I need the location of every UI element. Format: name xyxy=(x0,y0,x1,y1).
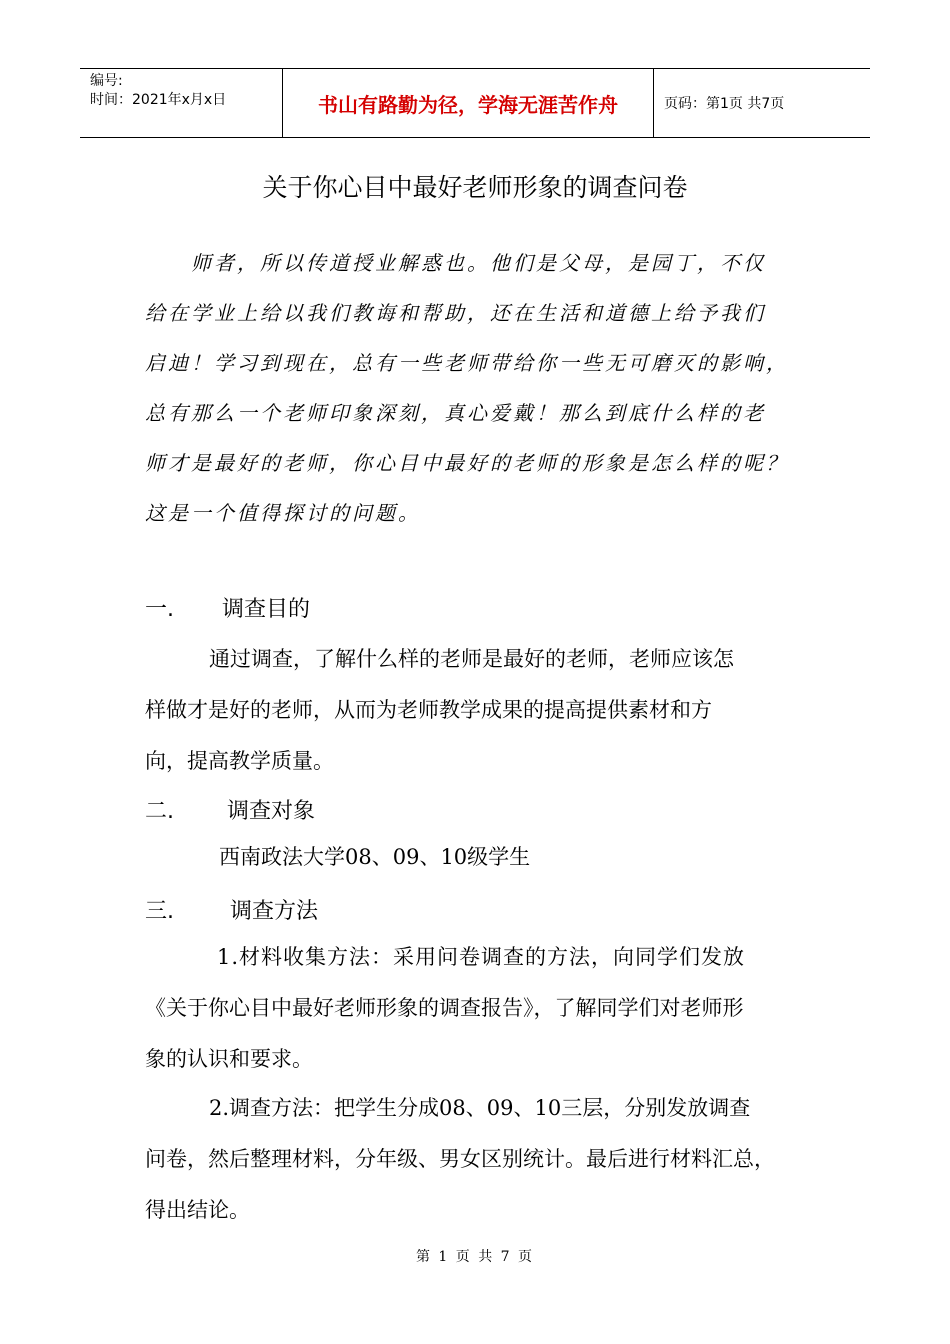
number-label: 编号: xyxy=(90,73,123,89)
section-number: 二. xyxy=(145,799,174,824)
body-line: 《关于你心目中最好老师形象的调查报告》，了解同学们对老师形 xyxy=(145,996,744,1020)
body-line: 得出结论。 xyxy=(145,1198,250,1222)
intro-line: 总有那么一个老师印象深刻，真心爱戴！那么到底什么样的老 xyxy=(145,401,766,425)
section-number: 三. xyxy=(145,899,174,924)
time-label: 时间：2021年x月x日 xyxy=(90,92,227,108)
body-line: 2.调查方法：把学生分成08、09、10三层，分别发放调查 xyxy=(209,1096,751,1120)
header-table xyxy=(80,68,870,138)
header-left-cell xyxy=(80,69,282,137)
body-line: 问卷，然后整理材料，分年级、男女区别统计。最后进行材料汇总， xyxy=(145,1147,775,1171)
section-heading xyxy=(145,592,310,623)
section-heading xyxy=(145,894,318,925)
document-title: 关于你心目中最好老师形象的调查问卷 xyxy=(262,173,688,202)
body-line: 向，提高教学质量。 xyxy=(145,749,334,773)
section-body xyxy=(145,932,815,1085)
body-line: 西南政法大学08、09、10级学生 xyxy=(219,845,531,869)
intro-line: 师才是最好的老师，你心目中最好的老师的形象是怎么样的呢？ xyxy=(145,451,789,475)
section-body xyxy=(145,832,815,883)
motto: 书山有路勤为径，学海无涯苦作舟 xyxy=(282,69,654,137)
intro-line: 给在学业上给以我们教诲和帮助，还在生活和道德上给予我们 xyxy=(145,301,766,325)
section-heading xyxy=(145,794,315,825)
intro-line: 这是一个值得探讨的问题。 xyxy=(145,501,421,525)
intro-line: 师者，所以传道授业解惑也。他们是父母，是园丁，不仅 xyxy=(191,251,766,275)
section-number: 一. xyxy=(145,597,174,622)
body-line: 象的认识和要求。 xyxy=(145,1047,313,1071)
body-line: 1.材料收集方法：采用问卷调查的方法，向同学们发放 xyxy=(217,945,746,969)
intro-line: 启迪！学习到现在，总有一些老师带给你一些无可磨灭的影响， xyxy=(145,351,789,375)
page-code: 页码：第1页 共7页 xyxy=(664,96,785,112)
section-body xyxy=(145,634,815,787)
section-title: 调查对象 xyxy=(227,799,316,824)
body-line: 通过调查，了解什么样的老师是最好的老师，老师应该怎 xyxy=(209,647,734,671)
section-title: 调查方法 xyxy=(230,899,319,924)
body-line: 样做才是好的老师，从而为老师教学成果的提高提供素材和方 xyxy=(145,698,712,722)
section-title: 调查目的 xyxy=(222,597,311,622)
section-body xyxy=(145,1083,815,1236)
page-footer: 第 1 页 共 7 页 xyxy=(415,1249,535,1265)
intro-paragraph xyxy=(145,238,805,538)
